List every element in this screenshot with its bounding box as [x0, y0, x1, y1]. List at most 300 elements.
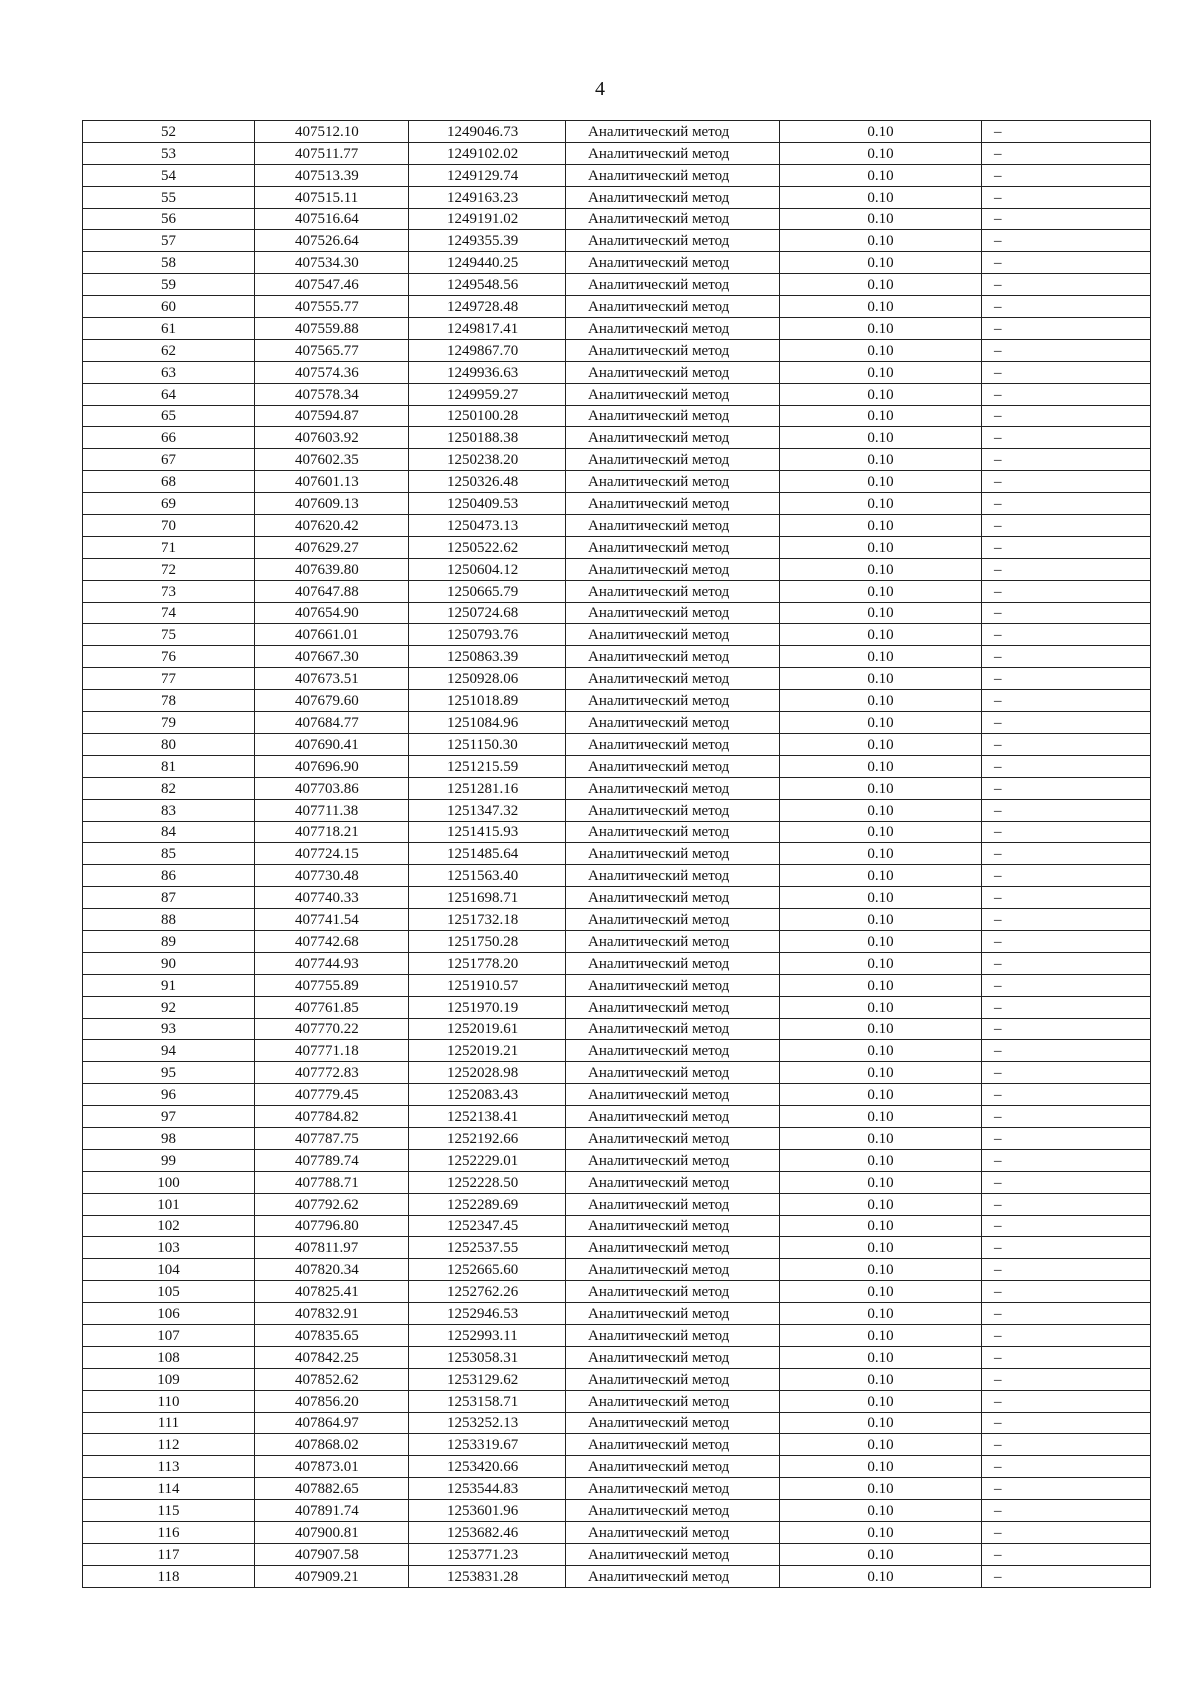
method-cell: Аналитический метод [566, 733, 780, 755]
accuracy-cell: 0.10 [780, 536, 982, 558]
table-row [83, 690, 1151, 712]
point-number-cell: 74 [83, 602, 255, 624]
note-cell: – [982, 580, 1151, 602]
method-cell: Аналитический метод [566, 690, 780, 712]
x-coordinate-cell: 407601.13 [255, 471, 409, 493]
table-row [83, 318, 1151, 340]
note-cell: – [982, 668, 1151, 690]
note-cell: – [982, 1062, 1151, 1084]
method-cell: Аналитический метод [566, 1237, 780, 1259]
accuracy-cell: 0.10 [780, 930, 982, 952]
y-coordinate-cell: 1251281.16 [409, 777, 566, 799]
y-coordinate-cell: 1251485.64 [409, 843, 566, 865]
note-cell: – [982, 777, 1151, 799]
y-coordinate-cell: 1252192.66 [409, 1127, 566, 1149]
method-cell: Аналитический метод [566, 186, 780, 208]
x-coordinate-cell: 407512.10 [255, 121, 409, 143]
x-coordinate-cell: 407578.34 [255, 383, 409, 405]
note-cell: – [982, 274, 1151, 296]
method-cell: Аналитический метод [566, 1390, 780, 1412]
y-coordinate-cell: 1253252.13 [409, 1412, 566, 1434]
note-cell: – [982, 1478, 1151, 1500]
method-cell: Аналитический метод [566, 646, 780, 668]
method-cell: Аналитический метод [566, 1522, 780, 1544]
note-cell: – [982, 755, 1151, 777]
table-row [83, 121, 1151, 143]
point-number-cell: 93 [83, 1018, 255, 1040]
point-number-cell: 78 [83, 690, 255, 712]
y-coordinate-cell: 1251750.28 [409, 930, 566, 952]
x-coordinate-cell: 407744.93 [255, 952, 409, 974]
point-number-cell: 92 [83, 996, 255, 1018]
accuracy-cell: 0.10 [780, 668, 982, 690]
y-coordinate-cell: 1249046.73 [409, 121, 566, 143]
x-coordinate-cell: 407835.65 [255, 1324, 409, 1346]
x-coordinate-cell: 407772.83 [255, 1062, 409, 1084]
accuracy-cell: 0.10 [780, 865, 982, 887]
accuracy-cell: 0.10 [780, 777, 982, 799]
page-number: 4 [595, 78, 605, 100]
table-row [83, 1500, 1151, 1522]
y-coordinate-cell: 1249191.02 [409, 208, 566, 230]
point-number-cell: 70 [83, 515, 255, 537]
method-cell: Аналитический метод [566, 1215, 780, 1237]
note-cell: – [982, 1084, 1151, 1106]
accuracy-cell: 0.10 [780, 1193, 982, 1215]
method-cell: Аналитический метод [566, 755, 780, 777]
x-coordinate-cell: 407788.71 [255, 1171, 409, 1193]
accuracy-cell: 0.10 [780, 1390, 982, 1412]
y-coordinate-cell: 1249163.23 [409, 186, 566, 208]
accuracy-cell: 0.10 [780, 712, 982, 734]
accuracy-cell: 0.10 [780, 843, 982, 865]
note-cell: – [982, 1522, 1151, 1544]
method-cell: Аналитический метод [566, 1565, 780, 1587]
x-coordinate-cell: 407647.88 [255, 580, 409, 602]
note-cell: – [982, 252, 1151, 274]
y-coordinate-cell: 1251698.71 [409, 887, 566, 909]
point-number-cell: 80 [83, 733, 255, 755]
accuracy-cell: 0.10 [780, 952, 982, 974]
method-cell: Аналитический метод [566, 230, 780, 252]
x-coordinate-cell: 407873.01 [255, 1456, 409, 1478]
accuracy-cell: 0.10 [780, 1084, 982, 1106]
point-number-cell: 69 [83, 493, 255, 515]
y-coordinate-cell: 1251215.59 [409, 755, 566, 777]
table-row [83, 755, 1151, 777]
y-coordinate-cell: 1252028.98 [409, 1062, 566, 1084]
y-coordinate-cell: 1252993.11 [409, 1324, 566, 1346]
accuracy-cell: 0.10 [780, 1040, 982, 1062]
point-number-cell: 94 [83, 1040, 255, 1062]
note-cell: – [982, 646, 1151, 668]
y-coordinate-cell: 1250863.39 [409, 646, 566, 668]
note-cell: – [982, 361, 1151, 383]
method-cell: Аналитический метод [566, 515, 780, 537]
y-coordinate-cell: 1250522.62 [409, 536, 566, 558]
accuracy-cell: 0.10 [780, 1500, 982, 1522]
accuracy-cell: 0.10 [780, 821, 982, 843]
table-row [83, 1127, 1151, 1149]
table-row [83, 1478, 1151, 1500]
y-coordinate-cell: 1251732.18 [409, 909, 566, 931]
method-cell: Аналитический метод [566, 121, 780, 143]
note-cell: – [982, 164, 1151, 186]
table-row [83, 1390, 1151, 1412]
x-coordinate-cell: 407602.35 [255, 449, 409, 471]
point-number-cell: 108 [83, 1346, 255, 1368]
y-coordinate-cell: 1250326.48 [409, 471, 566, 493]
x-coordinate-cell: 407620.42 [255, 515, 409, 537]
table-row [83, 1040, 1151, 1062]
table-row [83, 1456, 1151, 1478]
table-row [83, 821, 1151, 843]
point-number-cell: 77 [83, 668, 255, 690]
y-coordinate-cell: 1249867.70 [409, 339, 566, 361]
table-row [83, 230, 1151, 252]
y-coordinate-cell: 1252138.41 [409, 1106, 566, 1128]
x-coordinate-cell: 407891.74 [255, 1500, 409, 1522]
x-coordinate-cell: 407547.46 [255, 274, 409, 296]
method-cell: Аналитический метод [566, 361, 780, 383]
accuracy-cell: 0.10 [780, 252, 982, 274]
x-coordinate-cell: 407684.77 [255, 712, 409, 734]
note-cell: – [982, 318, 1151, 340]
note-cell: – [982, 821, 1151, 843]
y-coordinate-cell: 1252228.50 [409, 1171, 566, 1193]
x-coordinate-cell: 407900.81 [255, 1522, 409, 1544]
x-coordinate-cell: 407740.33 [255, 887, 409, 909]
note-cell: – [982, 690, 1151, 712]
point-number-cell: 57 [83, 230, 255, 252]
note-cell: – [982, 515, 1151, 537]
point-number-cell: 111 [83, 1412, 255, 1434]
point-number-cell: 65 [83, 405, 255, 427]
point-number-cell: 83 [83, 799, 255, 821]
y-coordinate-cell: 1250604.12 [409, 558, 566, 580]
method-cell: Аналитический метод [566, 1018, 780, 1040]
method-cell: Аналитический метод [566, 427, 780, 449]
table-row [83, 1434, 1151, 1456]
y-coordinate-cell: 1253319.67 [409, 1434, 566, 1456]
point-number-cell: 113 [83, 1456, 255, 1478]
table-row [83, 1062, 1151, 1084]
note-cell: – [982, 1106, 1151, 1128]
y-coordinate-cell: 1251910.57 [409, 974, 566, 996]
accuracy-cell: 0.10 [780, 164, 982, 186]
accuracy-cell: 0.10 [780, 909, 982, 931]
accuracy-cell: 0.10 [780, 1522, 982, 1544]
y-coordinate-cell: 1251084.96 [409, 712, 566, 734]
y-coordinate-cell: 1249936.63 [409, 361, 566, 383]
accuracy-cell: 0.10 [780, 493, 982, 515]
accuracy-cell: 0.10 [780, 1346, 982, 1368]
method-cell: Аналитический метод [566, 449, 780, 471]
note-cell: – [982, 887, 1151, 909]
x-coordinate-cell: 407603.92 [255, 427, 409, 449]
accuracy-cell: 0.10 [780, 558, 982, 580]
table-row [83, 1565, 1151, 1587]
y-coordinate-cell: 1252019.61 [409, 1018, 566, 1040]
point-number-cell: 110 [83, 1390, 255, 1412]
x-coordinate-cell: 407629.27 [255, 536, 409, 558]
table-row [83, 668, 1151, 690]
table-row [83, 624, 1151, 646]
point-number-cell: 73 [83, 580, 255, 602]
method-cell: Аналитический метод [566, 339, 780, 361]
method-cell: Аналитический метод [566, 1434, 780, 1456]
method-cell: Аналитический метод [566, 624, 780, 646]
note-cell: – [982, 296, 1151, 318]
table-row [83, 296, 1151, 318]
accuracy-cell: 0.10 [780, 887, 982, 909]
point-number-cell: 64 [83, 383, 255, 405]
accuracy-cell: 0.10 [780, 121, 982, 143]
y-coordinate-cell: 1251150.30 [409, 733, 566, 755]
y-coordinate-cell: 1252083.43 [409, 1084, 566, 1106]
y-coordinate-cell: 1249817.41 [409, 318, 566, 340]
x-coordinate-cell: 407825.41 [255, 1281, 409, 1303]
x-coordinate-cell: 407565.77 [255, 339, 409, 361]
accuracy-cell: 0.10 [780, 755, 982, 777]
table-row [83, 186, 1151, 208]
note-cell: – [982, 799, 1151, 821]
note-cell: – [982, 909, 1151, 931]
note-cell: – [982, 142, 1151, 164]
x-coordinate-cell: 407515.11 [255, 186, 409, 208]
x-coordinate-cell: 407784.82 [255, 1106, 409, 1128]
x-coordinate-cell: 407741.54 [255, 909, 409, 931]
method-cell: Аналитический метод [566, 471, 780, 493]
table-row [83, 865, 1151, 887]
x-coordinate-cell: 407718.21 [255, 821, 409, 843]
y-coordinate-cell: 1250238.20 [409, 449, 566, 471]
x-coordinate-cell: 407742.68 [255, 930, 409, 952]
method-cell: Аналитический метод [566, 1259, 780, 1281]
x-coordinate-cell: 407526.64 [255, 230, 409, 252]
note-cell: – [982, 383, 1151, 405]
point-number-cell: 67 [83, 449, 255, 471]
table-row [83, 1215, 1151, 1237]
point-number-cell: 61 [83, 318, 255, 340]
y-coordinate-cell: 1253682.46 [409, 1522, 566, 1544]
note-cell: – [982, 1456, 1151, 1478]
method-cell: Аналитический метод [566, 142, 780, 164]
accuracy-cell: 0.10 [780, 318, 982, 340]
accuracy-cell: 0.10 [780, 296, 982, 318]
note-cell: – [982, 1565, 1151, 1587]
note-cell: – [982, 427, 1151, 449]
table-row [83, 712, 1151, 734]
x-coordinate-cell: 407811.97 [255, 1237, 409, 1259]
note-cell: – [982, 1259, 1151, 1281]
table-row [83, 1543, 1151, 1565]
accuracy-cell: 0.10 [780, 1281, 982, 1303]
y-coordinate-cell: 1250724.68 [409, 602, 566, 624]
table-row [83, 558, 1151, 580]
point-number-cell: 98 [83, 1127, 255, 1149]
y-coordinate-cell: 1251347.32 [409, 799, 566, 821]
method-cell: Аналитический метод [566, 383, 780, 405]
point-number-cell: 101 [83, 1193, 255, 1215]
method-cell: Аналитический метод [566, 1412, 780, 1434]
accuracy-cell: 0.10 [780, 733, 982, 755]
note-cell: – [982, 1346, 1151, 1368]
table-row [83, 952, 1151, 974]
note-cell: – [982, 405, 1151, 427]
accuracy-cell: 0.10 [780, 449, 982, 471]
note-cell: – [982, 449, 1151, 471]
note-cell: – [982, 1500, 1151, 1522]
method-cell: Аналитический метод [566, 1303, 780, 1325]
accuracy-cell: 0.10 [780, 230, 982, 252]
point-number-cell: 102 [83, 1215, 255, 1237]
y-coordinate-cell: 1252289.69 [409, 1193, 566, 1215]
x-coordinate-cell: 407639.80 [255, 558, 409, 580]
accuracy-cell: 0.10 [780, 580, 982, 602]
x-coordinate-cell: 407856.20 [255, 1390, 409, 1412]
table-row [83, 733, 1151, 755]
table-row [83, 208, 1151, 230]
point-number-cell: 107 [83, 1324, 255, 1346]
accuracy-cell: 0.10 [780, 208, 982, 230]
table-row [83, 1368, 1151, 1390]
point-number-cell: 87 [83, 887, 255, 909]
accuracy-cell: 0.10 [780, 1456, 982, 1478]
table-row [83, 843, 1151, 865]
y-coordinate-cell: 1249548.56 [409, 274, 566, 296]
accuracy-cell: 0.10 [780, 383, 982, 405]
point-number-cell: 52 [83, 121, 255, 143]
table-row [83, 602, 1151, 624]
table-row [83, 646, 1151, 668]
table-row [83, 996, 1151, 1018]
y-coordinate-cell: 1253544.83 [409, 1478, 566, 1500]
note-cell: – [982, 930, 1151, 952]
method-cell: Аналитический метод [566, 252, 780, 274]
note-cell: – [982, 602, 1151, 624]
y-coordinate-cell: 1249102.02 [409, 142, 566, 164]
table-row [83, 1412, 1151, 1434]
point-number-cell: 79 [83, 712, 255, 734]
note-cell: – [982, 1543, 1151, 1565]
accuracy-cell: 0.10 [780, 1412, 982, 1434]
note-cell: – [982, 121, 1151, 143]
note-cell: – [982, 1412, 1151, 1434]
table-body [83, 121, 1151, 1588]
table-row [83, 536, 1151, 558]
table-row [83, 1237, 1151, 1259]
note-cell: – [982, 1324, 1151, 1346]
table-row [83, 1522, 1151, 1544]
point-number-cell: 59 [83, 274, 255, 296]
note-cell: – [982, 1390, 1151, 1412]
x-coordinate-cell: 407779.45 [255, 1084, 409, 1106]
note-cell: – [982, 1018, 1151, 1040]
y-coordinate-cell: 1251415.93 [409, 821, 566, 843]
point-number-cell: 105 [83, 1281, 255, 1303]
x-coordinate-cell: 407864.97 [255, 1412, 409, 1434]
table-row [83, 1106, 1151, 1128]
x-coordinate-cell: 407761.85 [255, 996, 409, 1018]
note-cell: – [982, 1040, 1151, 1062]
point-number-cell: 109 [83, 1368, 255, 1390]
point-number-cell: 97 [83, 1106, 255, 1128]
note-cell: – [982, 186, 1151, 208]
point-number-cell: 71 [83, 536, 255, 558]
x-coordinate-cell: 407882.65 [255, 1478, 409, 1500]
x-coordinate-cell: 407792.62 [255, 1193, 409, 1215]
table-row [83, 1084, 1151, 1106]
point-number-cell: 118 [83, 1565, 255, 1587]
note-cell: – [982, 1237, 1151, 1259]
y-coordinate-cell: 1253058.31 [409, 1346, 566, 1368]
x-coordinate-cell: 407534.30 [255, 252, 409, 274]
point-number-cell: 103 [83, 1237, 255, 1259]
method-cell: Аналитический метод [566, 974, 780, 996]
point-number-cell: 53 [83, 142, 255, 164]
note-cell: – [982, 996, 1151, 1018]
y-coordinate-cell: 1250188.38 [409, 427, 566, 449]
y-coordinate-cell: 1253129.62 [409, 1368, 566, 1390]
x-coordinate-cell: 407511.77 [255, 142, 409, 164]
accuracy-cell: 0.10 [780, 690, 982, 712]
method-cell: Аналитический метод [566, 1500, 780, 1522]
point-number-cell: 89 [83, 930, 255, 952]
y-coordinate-cell: 1251563.40 [409, 865, 566, 887]
method-cell: Аналитический метод [566, 208, 780, 230]
table-row [83, 777, 1151, 799]
method-cell: Аналитический метод [566, 1281, 780, 1303]
point-number-cell: 115 [83, 1500, 255, 1522]
x-coordinate-cell: 407832.91 [255, 1303, 409, 1325]
accuracy-cell: 0.10 [780, 1478, 982, 1500]
accuracy-cell: 0.10 [780, 974, 982, 996]
accuracy-cell: 0.10 [780, 1303, 982, 1325]
note-cell: – [982, 952, 1151, 974]
point-number-cell: 100 [83, 1171, 255, 1193]
x-coordinate-cell: 407796.80 [255, 1215, 409, 1237]
note-cell: – [982, 536, 1151, 558]
method-cell: Аналитический метод [566, 930, 780, 952]
table-row [83, 974, 1151, 996]
method-cell: Аналитический метод [566, 1062, 780, 1084]
x-coordinate-cell: 407771.18 [255, 1040, 409, 1062]
y-coordinate-cell: 1252347.45 [409, 1215, 566, 1237]
accuracy-cell: 0.10 [780, 1127, 982, 1149]
accuracy-cell: 0.10 [780, 1171, 982, 1193]
y-coordinate-cell: 1249728.48 [409, 296, 566, 318]
point-number-cell: 76 [83, 646, 255, 668]
coordinates-table [82, 120, 1151, 1588]
table-row [83, 1324, 1151, 1346]
table-row [83, 1149, 1151, 1171]
table-row [83, 1259, 1151, 1281]
table-row [83, 1281, 1151, 1303]
table-row [83, 1346, 1151, 1368]
x-coordinate-cell: 407724.15 [255, 843, 409, 865]
x-coordinate-cell: 407574.36 [255, 361, 409, 383]
accuracy-cell: 0.10 [780, 1565, 982, 1587]
method-cell: Аналитический метод [566, 668, 780, 690]
y-coordinate-cell: 1251018.89 [409, 690, 566, 712]
y-coordinate-cell: 1253420.66 [409, 1456, 566, 1478]
x-coordinate-cell: 407909.21 [255, 1565, 409, 1587]
method-cell: Аналитический метод [566, 558, 780, 580]
table-row [83, 471, 1151, 493]
method-cell: Аналитический метод [566, 405, 780, 427]
x-coordinate-cell: 407516.64 [255, 208, 409, 230]
